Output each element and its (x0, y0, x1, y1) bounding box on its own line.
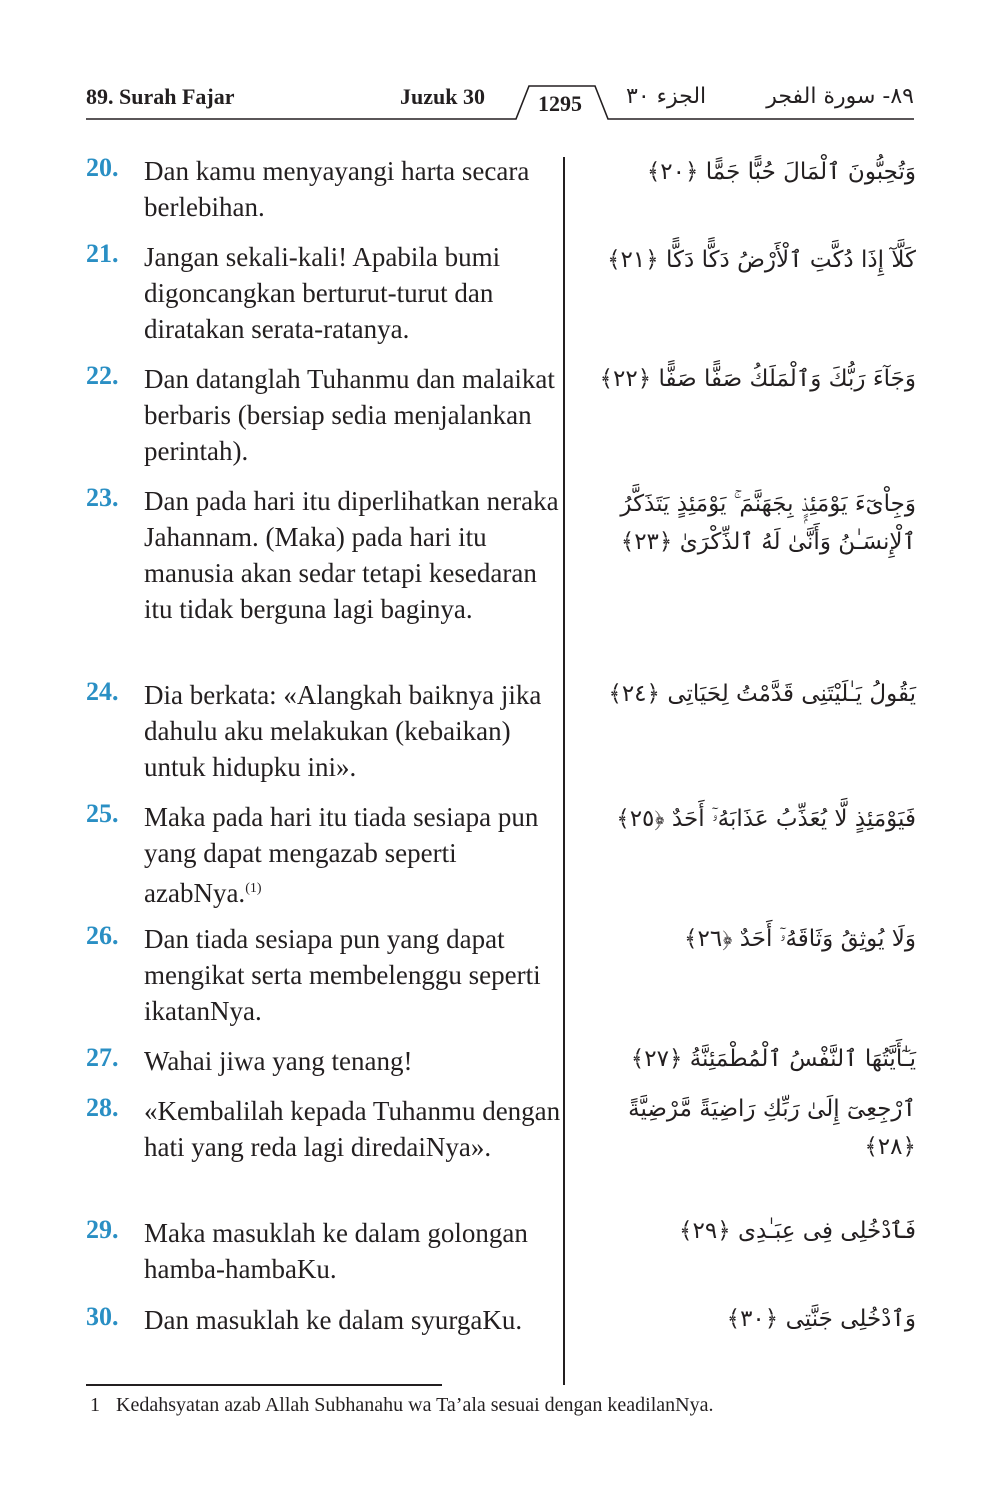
verse-number: 22. (86, 361, 119, 390)
verse-28-arabic: ٱرْجِعِىٓ إِلَىٰ رَبِّكِ رَاضِيَةً مَّرْضِيَّةً ﴿٢٨﴾ (628, 1096, 916, 1160)
verse-number: 23. (86, 483, 119, 512)
verse-translation: Dan kamu menyayangi harta secara berlebihan. (144, 156, 530, 222)
verse-number: 25. (86, 799, 119, 828)
verse-27-arabic: يَـٰٓأَيَّتُهَا ٱلنَّفْسُ ٱلْمُطْمَئِنَّةُ ﴿٢٧﴾ (630, 1046, 916, 1072)
verse-number: 24. (86, 677, 119, 706)
footnote-number: 1 (90, 1394, 100, 1416)
verse-translation (144, 799, 564, 911)
footnote-ref[interactable]: (1) (245, 881, 262, 896)
verse-translation: Dan tiada sesiapa pun yang dapat mengikat serta membelenggu seperti ikatanNya. (144, 924, 541, 1026)
verse-translation: «Kembalilah kepada Tuhanmu dengan hati yang reda lagi diredaiNya». (144, 1096, 561, 1162)
verse-number: 29. (86, 1215, 119, 1244)
verse-number: 26. (86, 921, 119, 950)
footnote-rule (86, 1384, 442, 1386)
verse-translation: Maka masuklah ke dalam golongan hamba-hambaKu. (144, 1218, 528, 1284)
verse-25-arabic: فَيَوْمَئِذٍ لَّا يُعَذِّبُ عَذَابَهُۥٓ أَحَدٌ ﴿٢٥﴾ (616, 806, 916, 832)
verse-translation: Dan datanglah Tuhanmu dan malaikat berbaris (bersiap sedia menjalankan perintah). (144, 364, 555, 466)
verse-translation: Dan masuklah ke dalam syurgaKu. (144, 1305, 523, 1335)
page-header (86, 84, 914, 120)
verse-30-arabic: وَٱدْخُلِى جَنَّتِى ﴿٣٠﴾ (726, 1306, 916, 1332)
verse-26-arabic: وَلَا يُوثِقُ وَثَاقَهُۥٓ أَحَدٌ ﴿٢٦﴾ (684, 926, 916, 952)
verse-22-arabic: وَجَآءَ رَبُّكَ وَٱلْمَلَكُ صَفًّا صَفًّا ﴿٢٢﴾ (599, 366, 916, 392)
juz-arabic: الجزء ٣٠ (626, 84, 707, 109)
surah-title: 89. Surah Fajar (86, 84, 235, 109)
verse-21-arabic: كَلَّآ إِذَا دُكَّتِ ٱلْأَرْضُ دَكًّا دَكًّا ﴿٢١﴾ (607, 247, 916, 273)
verse-20-arabic: وَتُحِبُّونَ ٱلْمَالَ حُبًّا جَمًّا ﴿٢٠﴾ (646, 159, 916, 185)
verse-translation: Jangan sekali-kali! Apabila bumi digoncangkan berturut-turut dan diratakan serata-ratanya. (144, 242, 501, 344)
verse-number: 20. (86, 153, 119, 182)
verse-number: 21. (86, 239, 119, 268)
verse-24-arabic: يَقُولُ يَـٰلَيْتَنِى قَدَّمْتُ لِحَيَاتِى ﴿٢٤﴾ (608, 681, 916, 707)
verse-translation: Wahai jiwa yang tenang! (144, 1046, 413, 1076)
verse-translation: Dan pada hari itu diperlihatkan neraka Jahannam. (Maka) pada hari itu manusia akan sedar tetapi kesedaran itu tidak berguna lagi baginya. (144, 486, 559, 624)
verse-23-arabic: وَجِاْىٓءَ يَوْمَئِذٍۭ بِجَهَنَّمَ ۚ يَوْمَئِذٍ يَتَذَكَّرُ ٱلْإِنسَـٰنُ وَأَنَّىٰ لَهُ ٱلذِّكْرَىٰ ﴿٢٣﴾ (620, 491, 916, 555)
verse-number: 28. (86, 1093, 119, 1122)
juz-label: Juzuk 30 (400, 84, 485, 109)
surah-arabic: ٨٩- سورة الفجر (766, 84, 914, 109)
verse-translation: Dia berkata: «Alangkah baiknya jika dahulu aku melakukan (kebaikan) untuk hidupku ini». (144, 680, 542, 782)
footnote-text: Kedahsyatan azab Allah Subhanahu wa Ta’ala sesuai dengan keadilanNya. (116, 1394, 714, 1416)
page-number: 1295 (538, 91, 582, 116)
verse-number: 27. (86, 1043, 119, 1072)
verse-number: 30. (86, 1302, 119, 1331)
verse-29-arabic: فَٱدْخُلِى فِى عِبَـٰدِى ﴿٢٩﴾ (679, 1218, 916, 1244)
verse-translation-text: Maka pada hari itu tiada sesiapa pun yang dapat mengazab seperti azabNya. (144, 802, 539, 908)
